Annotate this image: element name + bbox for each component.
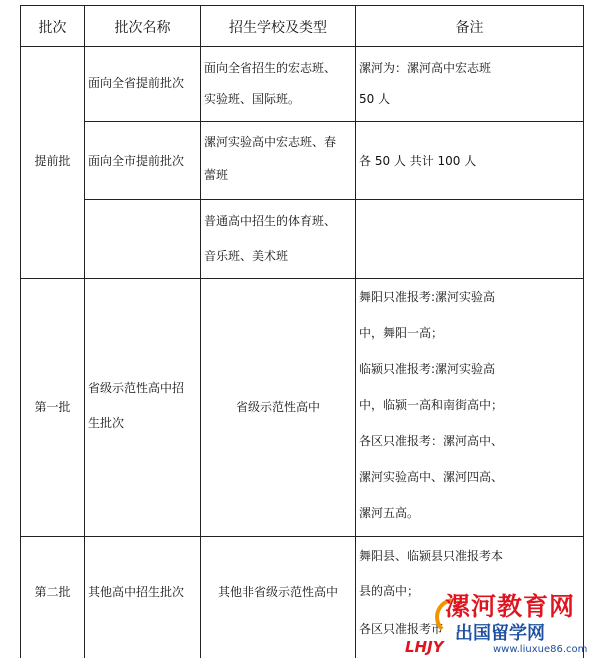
- note-line: 各区只准报考市: [359, 622, 444, 636]
- table-border-left: [20, 5, 21, 658]
- school-type-line: 普通高中招生的体育班、: [204, 214, 337, 228]
- note-line: 50 人: [359, 92, 391, 106]
- watermark-subtitle: 出国留学网: [455, 623, 545, 644]
- table-section-divider: [20, 278, 584, 279]
- note-line: 各区只准报考：漯河高中、: [359, 434, 504, 448]
- column-divider: [200, 5, 201, 658]
- watermark-logo: [405, 590, 595, 658]
- batch-name: 面向全省提前批次: [88, 76, 185, 90]
- note-line: 舞阳只准报考:漯河实验高: [359, 290, 496, 304]
- note-line: 县的高中；: [359, 584, 420, 598]
- row-divider: [84, 199, 584, 200]
- note-line: 漯河实验高中、漯河四高、: [359, 470, 504, 484]
- note-line: 中，临颍一高和南街高中；: [359, 398, 504, 412]
- school-type: 其他非省级示范性高中: [217, 585, 338, 599]
- row-divider: [84, 121, 584, 122]
- watermark-abbr: LHJY: [405, 638, 444, 656]
- batch-name: 其他高中招生批次: [88, 585, 185, 599]
- column-divider: [84, 5, 85, 658]
- batch-name: 面向全市提前批次: [88, 154, 185, 168]
- school-type-line: 蕾班: [204, 168, 229, 182]
- school-type-line: 漯河实验高中宏志班、春: [204, 135, 337, 149]
- header-batch: 批次: [38, 20, 67, 36]
- batch-label-second: 第二批: [34, 585, 71, 599]
- batch-name-line: 省级示范性高中招: [88, 381, 185, 395]
- note-line: 各 50 人 共计 100 人: [359, 154, 477, 168]
- school-type-line: 音乐班、美术班: [204, 249, 289, 263]
- batch-label-first: 第一批: [34, 400, 71, 414]
- watermark-url: www.liuxue86.com: [493, 644, 588, 655]
- header-school-type: 招生学校及类型: [229, 20, 327, 36]
- school-type: 省级示范性高中: [235, 400, 320, 414]
- batch-name-line: 生批次: [88, 416, 125, 430]
- table-section-divider: [20, 536, 584, 537]
- note-line: 舞阳县、临颍县只准报考本: [359, 549, 504, 563]
- header-note: 备注: [455, 20, 484, 36]
- header-batch-name: 批次名称: [114, 20, 171, 36]
- note-line: 中，舞阳一高；: [359, 326, 444, 340]
- column-divider: [355, 5, 356, 658]
- school-type-line: 面向全省招生的宏志班、: [204, 61, 337, 75]
- batch-label-early: 提前批: [34, 154, 71, 168]
- table-border-right: [583, 5, 584, 658]
- school-type-line: 实验班、国际班。: [204, 92, 301, 106]
- note-line: 漯河五高。: [359, 506, 420, 520]
- note-line: 漯河为：漯河高中宏志班: [359, 61, 492, 75]
- note-line: 临颍只准报考:漯河实验高: [359, 362, 496, 376]
- watermark-title: 漯河教育网: [445, 592, 576, 621]
